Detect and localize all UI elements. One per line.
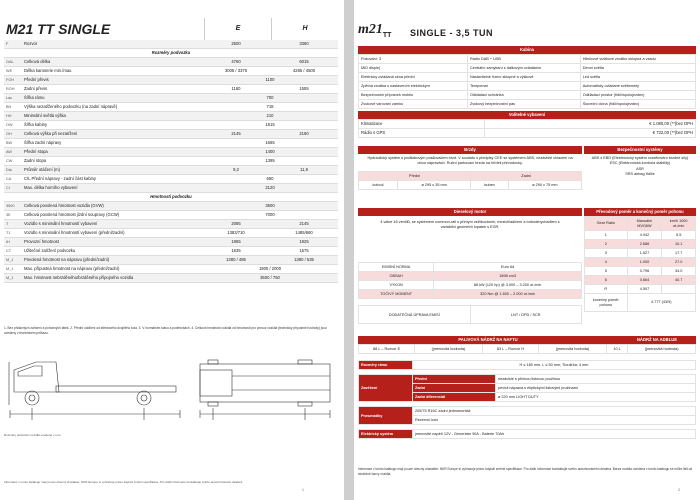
fuel-tank-cell: 88 L – Rozvor E <box>359 345 415 354</box>
kabina-item: Bezpečnostní přípravek mobilu <box>359 91 468 100</box>
brakes-table <box>358 171 582 190</box>
safety-list <box>584 154 696 178</box>
spec-row <box>4 256 338 265</box>
engine-text: 4 válce 16 ventilů, se systémem common-rail s přímým vstřikováním, mezichladičem a turbodmychadlem s variabilní geometrií lopatek s EGR. <box>380 220 560 230</box>
spec-row <box>4 103 338 112</box>
spec-value: 1400 <box>202 148 338 157</box>
tank-table <box>358 344 696 354</box>
kabina-item: Zpětná zrcátka s nastavením elektrickým <box>359 82 468 91</box>
gear-row <box>585 285 696 294</box>
adblue-cell: (jmenovitá hodnota) <box>628 345 696 354</box>
brand-logo: $m21_{TT}$ <box>358 22 392 39</box>
spec-row <box>4 76 338 85</box>
spec-value-e: 1380 / 485 <box>202 256 270 265</box>
brakes-front-size: ø 295 x 35 mm <box>398 181 471 190</box>
optional-price: € 1.080,00 (**)bez DPH <box>485 120 696 129</box>
adblue-cell: 10 L <box>606 345 628 354</box>
spec-value-e: 1865 <box>202 238 270 247</box>
gear-cell: 10.1 <box>662 240 696 249</box>
gear-cell: 1 <box>585 231 628 240</box>
brakes-rear-size: ø 290 x 75 mm <box>508 181 581 190</box>
spec-label: Provozní hmotnost <box>22 238 202 247</box>
page-number-right: 2 <box>678 488 680 492</box>
safety-item: ABS s EBD (Elektronický systém rozdělování brzdné síly) <box>591 156 689 160</box>
page-number: 1 <box>302 488 304 492</box>
spec-value-h: 1925 <box>270 238 338 247</box>
spec-label: Celková povolená hmotnost jízdní soupravy (GCW) <box>22 211 202 220</box>
spec-code: Lac <box>4 94 22 103</box>
kabina-item: Hliníkové vizitkové zrcátko sklopná a vzadu <box>580 55 695 64</box>
fuel-tank-title: PALIVOVÁ NÁDRŽ NA NAFTU <box>358 336 618 344</box>
kabina-row <box>359 91 696 100</box>
frame-value: H ≤ 180 mm, L ≤ 50 mm; Tloušťka: 4 mm <box>413 361 696 370</box>
spec-row <box>4 247 338 256</box>
gear-cell: 1.000 <box>627 258 662 267</box>
tyre-item: Rezervní kolo <box>413 416 696 425</box>
kabina-item: Sluneční clona (řidič/spolujezdec) <box>580 100 695 109</box>
spec-value-h: 2160 <box>270 130 338 139</box>
spec-label: Vozidlo s minimální hmotností vybavení (přední/zadní) <box>22 229 202 238</box>
spec-label: Celková délka <box>22 58 202 67</box>
spec-label: Celková povolená hmotnost vozidla (GVW) <box>22 202 202 211</box>
spec-value-h: 3360 <box>270 40 338 49</box>
engine-value: 88 kW (120 hp) @ 3.000 – 3.200 ot./min <box>434 281 582 290</box>
kabina-row <box>359 100 696 109</box>
section-heading: Hmotnosti podvozku <box>4 193 338 202</box>
gear-cell: 34.0 <box>662 267 696 276</box>
gear-cell: 0.664 <box>627 276 662 285</box>
spec-value-e: 9,2 <box>202 166 270 175</box>
model-title: M21 TT SINGLE <box>6 21 111 37</box>
gear-cell: 5 <box>585 267 628 276</box>
gear-title: Převodový poměr a konečný poměr pohonu <box>584 208 696 216</box>
spec-code: T <box>4 220 22 229</box>
tank-section <box>358 336 696 354</box>
brakes-rear-type: buben <box>471 181 509 190</box>
optional-price: € 732,00 (**)bez DPH <box>485 129 696 138</box>
spec-value-h: 1555 <box>270 85 338 94</box>
tyre-row <box>359 407 696 416</box>
suspension-row <box>359 375 696 384</box>
spec-code: HH <box>4 112 22 121</box>
spec-code: 3500 <box>4 202 22 211</box>
kabina-item: Zvukové varování zámku <box>359 100 468 109</box>
spec-label: Přední převis <box>22 76 202 85</box>
spec-code: M_1 <box>4 256 22 265</box>
spec-row <box>4 229 338 238</box>
brakes-safety-section <box>358 146 696 204</box>
spec-header <box>4 18 338 40</box>
spec-code: AW <box>4 148 22 157</box>
spec-value-h: 2145 <box>270 220 338 229</box>
gear-cell: 2.686 <box>627 240 662 249</box>
spec-row <box>4 94 338 103</box>
spec-code: CW <box>4 157 22 166</box>
spec-row <box>4 175 338 184</box>
optional-table <box>358 119 696 138</box>
kabina-item: Rádio DAB + USB <box>468 55 581 64</box>
gear-row <box>585 231 696 240</box>
right-footer: Informace v tomto katalogu mají pouze obecný charakter. NKR Europe si vyhrazuje právo kdykoli změnit specifikace. Pro další informace kontaktujte svého autorizovaného dealera. Barva vozidla uvedená v tomto katalogu se může lišit od skutečné barvy vozidla. <box>358 467 693 476</box>
engine-table <box>358 262 582 299</box>
gear-cell: 2 <box>585 240 628 249</box>
column-e-header: E <box>204 18 271 40</box>
suspension-part: Zadní diferenciál <box>413 393 496 402</box>
spec-label: C/L Přední nápravy - zadní část kabiny <box>22 175 202 184</box>
spec-code: OW <box>4 121 22 130</box>
fuel-tank-cell: 83 L – Rozvor H <box>482 345 539 354</box>
section-heading: Rozměry podvozku <box>4 49 338 58</box>
spec-row <box>4 166 338 175</box>
suspension-part: Zadní <box>413 384 496 393</box>
spec-code: F <box>4 40 22 49</box>
kabina-title: Kabina <box>358 46 696 54</box>
engine-row <box>359 272 582 281</box>
frame-label: Rozměry rámu <box>359 361 413 370</box>
spec-value: 1100 <box>202 76 338 85</box>
engine-row <box>359 281 582 290</box>
spec-label: Délka karoserie min./max. <box>22 67 202 76</box>
kabina-item: Elektricky ovládaná okna přední <box>359 73 468 82</box>
gear-cell: 4.942 <box>627 231 662 240</box>
spec-value-h: 1380 / 535 <box>270 256 338 265</box>
spec-value: 3500 / 750 <box>202 274 338 283</box>
gear-row <box>585 276 696 285</box>
spec-value-e: 2085 <box>202 220 270 229</box>
engine-title: Dieselový motor <box>358 208 582 216</box>
gear-row <box>585 240 696 249</box>
optional-row <box>359 120 696 129</box>
kabina-item: Odkládací prostor (řidič/spolujezdec) <box>580 91 695 100</box>
spec-value: 1395 <box>202 157 338 166</box>
kabina-item: Led světla <box>580 73 695 82</box>
spec-value: 1815 <box>202 121 338 130</box>
spec-value: 7000 <box>202 211 338 220</box>
spec-value-e: 1635 <box>202 247 270 256</box>
spec-label: Max. hmotnost nebrzděného/brzděného přípojného vozidla <box>22 274 202 283</box>
spec-label: Užitečné zatížení podvozku <box>22 247 202 256</box>
kabina-item: Automaticky ovládané světlomety <box>580 82 695 91</box>
optional-row <box>359 129 696 138</box>
gear-cell: 17.7 <box>662 249 696 258</box>
spec-code: CI <box>4 184 22 193</box>
electric-value: jmenovité napětí 12V - Generátor 90A - Baterie 70Ah <box>413 430 696 439</box>
spec-value: 718 <box>202 103 338 112</box>
spec-code: WE <box>4 67 22 76</box>
kabina-row <box>359 73 696 82</box>
spec-value: 210 <box>202 112 338 121</box>
kabina-item: Denní světla <box>580 64 695 73</box>
tyres-table <box>358 406 696 425</box>
spec-value-e: 3005 / 3375 <box>202 67 270 76</box>
spec-row <box>4 274 338 283</box>
aftertreatment-table <box>358 305 582 324</box>
spec-value-h: 1575 <box>270 247 338 256</box>
brakes-front-header: Přední <box>359 172 471 181</box>
spec-row <box>4 157 338 166</box>
gear-header: Manuální MVG6W <box>627 217 662 231</box>
spec-row <box>4 49 338 58</box>
safety-item: ESC (Elektronická kontrola stability) <box>609 161 671 166</box>
gear-cell: 1.527 <box>627 249 662 258</box>
kabina-item: Odkládací schránka <box>468 91 581 100</box>
spec-row <box>4 184 338 193</box>
gear-cell: 4 <box>585 258 628 267</box>
spec-value-h: 1485/660 <box>270 229 338 238</box>
spec-value-e: 2145 <box>202 130 270 139</box>
safety-item: ASR <box>636 166 644 171</box>
spec-label: Zadní převis <box>22 85 202 94</box>
suspension-desc: nezávislé s příčnou listovou pružinou <box>495 375 695 384</box>
chassis-section <box>358 360 696 439</box>
spec-value-h: 4265 / 4500 <box>270 67 338 76</box>
left-footer: Informace v tomto katalogu mají pouze obecný charakter. NKR Europe si vyhrazuje právo kdykoli změnit specifikace. Pro další informace kontaktujte svého autorizovaného dealera. <box>4 480 243 484</box>
gear-cell: 0.796 <box>627 267 662 276</box>
spec-value: 700 <box>202 94 338 103</box>
gear-row <box>585 249 696 258</box>
spec-row <box>4 139 338 148</box>
spec-code: BW <box>4 139 22 148</box>
electric-table <box>358 429 696 439</box>
spec-code: 3E <box>4 211 22 220</box>
electric-label: Elektrický systém <box>359 430 413 439</box>
spec-value: 3500 <box>202 202 338 211</box>
gear-cell: 4.597 <box>627 285 662 294</box>
optional-section <box>358 111 696 138</box>
column-h-header: H <box>271 18 338 40</box>
kabina-section <box>358 46 696 109</box>
engine-gear-section <box>358 208 696 332</box>
kabina-item: Zvukový bezpečnostní pás <box>468 100 581 109</box>
chassis-drawing <box>4 352 338 432</box>
spec-code: OAL <box>4 58 22 67</box>
safety-title: Bezpečnostní systémy <box>584 146 696 154</box>
engine-label: OBSAH <box>359 272 434 281</box>
spec-value-h: 11,9 <box>270 166 338 175</box>
engine-label: EMISNÍ NORMA <box>359 263 434 272</box>
spec-value: 2120 <box>202 184 338 193</box>
kabina-item: Pokování: 3 <box>359 55 468 64</box>
brakes-title: Brzdy <box>358 146 582 154</box>
gear-table <box>584 216 696 312</box>
gear-header: Gear Ratio <box>585 217 628 231</box>
spec-label: Šířka zadní nápravy <box>22 139 202 148</box>
spec-label: Šířka rámu <box>22 94 202 103</box>
suspension-table <box>358 374 696 402</box>
adblue-title: NÁDRŽ NA ADBLUE <box>618 336 696 344</box>
spec-row <box>4 202 338 211</box>
gear-cell: 6 <box>585 276 628 285</box>
gear-cell <box>662 285 696 294</box>
spec-value-e: 1160 <box>202 85 270 94</box>
gear-cell: 3 <box>585 249 628 258</box>
page-title: SINGLE - 3,5 TUN <box>410 28 494 38</box>
kabina-row <box>359 55 696 64</box>
spec-code: IH <box>4 238 22 247</box>
spec-label: Celková výška při nezatížení <box>22 130 202 139</box>
spec-row <box>4 238 338 247</box>
brand-header <box>358 22 696 44</box>
spec-row <box>4 85 338 94</box>
spec-row <box>4 40 338 49</box>
spec-value-e: 4760 <box>202 58 270 67</box>
spec-label: Průměr otáčení (m) <box>22 166 202 175</box>
spec-label: Šířka kabiny <box>22 121 202 130</box>
spec-row <box>4 211 338 220</box>
suspension-desc: ø 220 mm LIGHT DUTY <box>495 393 695 402</box>
spec-table <box>4 40 338 283</box>
spec-row <box>4 220 338 229</box>
spec-label: Vozidlo s minimální hmotností vybavení <box>22 220 202 229</box>
suspension-part: Přední <box>413 375 496 384</box>
optional-title: Volitelné vybavení <box>358 111 696 119</box>
final-drive-row <box>585 294 696 312</box>
gear-cell: 5.5 <box>662 231 696 240</box>
spec-code: T1 <box>4 229 22 238</box>
kabina-item: Centrální zamykání s dálkovým ovládáním <box>468 64 581 73</box>
spec-row <box>4 121 338 130</box>
spec-label: Povolená hmotnost na nápravu (přední/zadní) <box>22 256 202 265</box>
spec-label: Zadní stopa <box>22 157 202 166</box>
safety-item: SRS airbag řidiče <box>625 172 655 177</box>
suspension-desc: pevná náprava s eliptickými listovými pružinami <box>495 384 695 393</box>
kabina-item: Tempomat <box>468 82 581 91</box>
spec-code: M_1 <box>4 265 22 274</box>
engine-value: 320 Nm @ 1.600 – 2.000 ot./min <box>434 290 582 299</box>
spec-label: Rozvor <box>22 40 202 49</box>
spec-row <box>4 112 338 121</box>
kabina-table <box>358 54 696 109</box>
spec-code: CA <box>4 175 22 184</box>
kabina-row <box>359 82 696 91</box>
footnotes: 1. Bez přídavných zařízení a pohonných látek. 2. Přední oddílení od středového dvojitého kola. 3. V normálním stavu a podmínkách. 4. Celková hmotnost vozidla od hmotnosti pro provoz vozidla (technicky přípustné hodnoty) jsou uvedeny v technickém průkazu. <box>4 326 327 335</box>
gear-row <box>585 267 696 276</box>
aftertreatment-value: LNT / DPD / SCR <box>470 306 582 324</box>
spec-code: M_1 <box>4 274 22 283</box>
spec-label: Max. přípustná hmotnost na nápravu (přední/zadní) <box>22 265 202 274</box>
suspension-label: Zavěšení <box>359 375 413 402</box>
spec-value: 1900 / 2000 <box>202 265 338 274</box>
engine-value: 1898 cm3 <box>434 272 582 281</box>
tyres-label: Pneumatiky <box>359 407 413 425</box>
final-drive-value: 4.777 (43/9) <box>627 294 695 312</box>
gear-header: km/h 1000 ot./min <box>662 217 696 231</box>
aftertreatment-label: DODATEČNÁ ÚPRAVA EMISÍ <box>359 306 471 324</box>
gear-cell: R <box>585 285 628 294</box>
spec-value-h: 6015 <box>270 58 338 67</box>
engine-row <box>359 263 582 272</box>
gear-header-row <box>585 217 696 231</box>
spec-value: 1665 <box>202 139 338 148</box>
left-page <box>0 0 344 500</box>
spec-label: Přední stopa <box>22 148 202 157</box>
spec-code: Dia <box>4 166 22 175</box>
right-page <box>354 0 700 500</box>
brakes-front-type: kotouč <box>359 181 398 190</box>
engine-label: VÝKON <box>359 281 434 290</box>
spec-code: BH <box>4 103 22 112</box>
final-drive-label: konečný poměr pohonu <box>585 294 628 312</box>
gear-row <box>585 258 696 267</box>
spec-row <box>4 265 338 274</box>
spec-row <box>4 67 338 76</box>
kabina-item: MID displej <box>359 64 468 73</box>
spec-row <box>4 148 338 157</box>
fuel-tank-cell: (jmenovitá hodnota) <box>415 345 483 354</box>
spec-code: OH <box>4 130 22 139</box>
frame-table <box>358 360 696 370</box>
kabina-row <box>359 64 696 73</box>
spec-code: FOH <box>4 76 22 85</box>
optional-item: Rádio s GPS <box>359 129 485 138</box>
gear-cell: 40.7 <box>662 276 696 285</box>
kabina-item: Nastavitelné řízení sklopné a výškově <box>468 73 581 82</box>
gear-cell: 27.0 <box>662 258 696 267</box>
spec-row <box>4 130 338 139</box>
spec-value-e: 2500 <box>202 40 270 49</box>
fuel-tank-cell: (jmenovitá hodnota) <box>539 345 607 354</box>
spec-row <box>4 193 338 202</box>
spec-label: Výška nezatíženého podvozku (na zadní nápravě) <box>22 103 202 112</box>
spec-label: Minimální světlá výška <box>22 112 202 121</box>
spec-code: CT <box>4 247 22 256</box>
engine-row <box>359 290 582 299</box>
spec-row <box>4 58 338 67</box>
tyre-item: 205/75 R16C zadní jednomontáž <box>413 407 696 416</box>
brakes-rear-header: Zadní <box>471 172 582 181</box>
optional-item: Klimatizace <box>359 120 485 129</box>
spec-label: Max. délka horního vybavení <box>22 184 202 193</box>
engine-value: Euro 6d <box>434 263 582 272</box>
drawing-caption: Rozměry podvozku vozidla uvedené v mm. <box>4 433 62 437</box>
spec-value-e: 1383/710 <box>202 229 270 238</box>
spec-value: 650 <box>202 175 338 184</box>
brakes-text: Hydraulický systém s podtlakovým posilovačem brzd. V souladu s předpisy CEE se systémem ABS, nezávislé chlazení na obou nápravách. Ruční parkovací brzda na hřídeli převodovky. <box>367 156 573 165</box>
spec-code: ROH <box>4 85 22 94</box>
engine-label: TOČIVÝ MOMENT <box>359 290 434 299</box>
